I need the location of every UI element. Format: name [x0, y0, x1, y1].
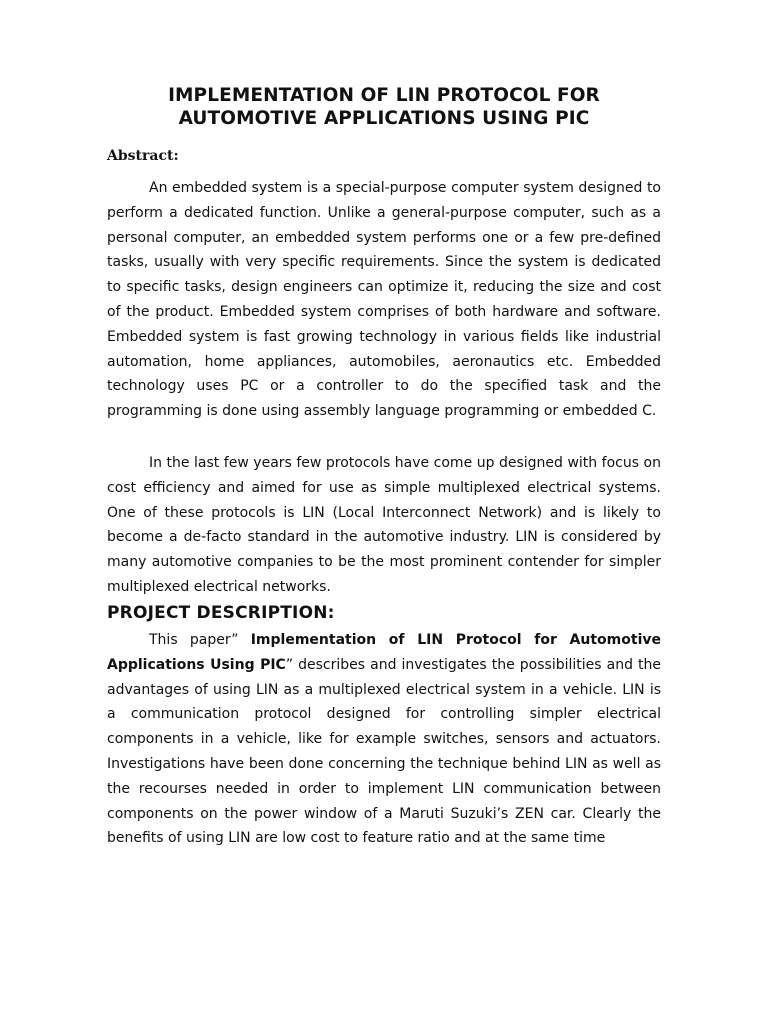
project-description-heading: PROJECT DESCRIPTION: — [107, 603, 335, 623]
abstract-heading: Abstract: — [107, 148, 179, 164]
project-paragraph-lead: This paper” — [149, 632, 251, 648]
title-line-1: IMPLEMENTATION OF LIN PROTOCOL FOR — [168, 85, 600, 106]
project-paragraph-bold-title: Implementation of LIN Protocol for Automotive Applications Using PIC — [107, 632, 661, 673]
project-paragraph-rest: ” describes and investigates the possibilities and the advantages of using LIN as a multiplexed electrical system in a vehicle. LIN is a communication protocol designed for controlling simpler electrical components in a vehicle, like for example switches, sensors and actuators. Investigations have been done concerning the technique behind LIN as well as the recourses needed in order to implement LIN communication between components on the power window of a Maruti Suzuki’s ZEN car. Clearly the benefits of using LIN are low cost to feature ratio and at the same time — [107, 656, 661, 847]
title-line-2: AUTOMOTIVE APPLICATIONS USING PIC — [178, 108, 590, 129]
document-title — [100, 84, 668, 130]
abstract-paragraph-1: An embedded system is a special-purpose computer system designed to perform a dedicated function. Unlike a general-purpose computer, such as a personal computer, an embedded system performs one or a few pre-defined tasks, usually with very specific requirements. Since the system is dedicated to specific tasks, design engineers can optimize it, reducing the size and cost of the product. Embedded system comprises of both hardware and software. Embedded system is fast growing technology in various fields like industrial automation, home appliances, automobiles, aeronautics etc. Embedded technology uses PC or a controller to do the specified task and the programming is done using assembly language programming or embedded C. — [107, 180, 661, 420]
project-description-paragraph — [107, 628, 661, 851]
abstract-paragraph-2: In the last few years few protocols have come up designed with focus on cost efficiency and aimed for use as simple multiplexed electrical systems. One of these protocols is LIN (Local Interconnect Network) and is likely to become a de-facto standard in the automotive industry. LIN is considered by many automotive companies to be the most prominent contender for simpler multiplexed electrical networks. — [107, 455, 661, 595]
